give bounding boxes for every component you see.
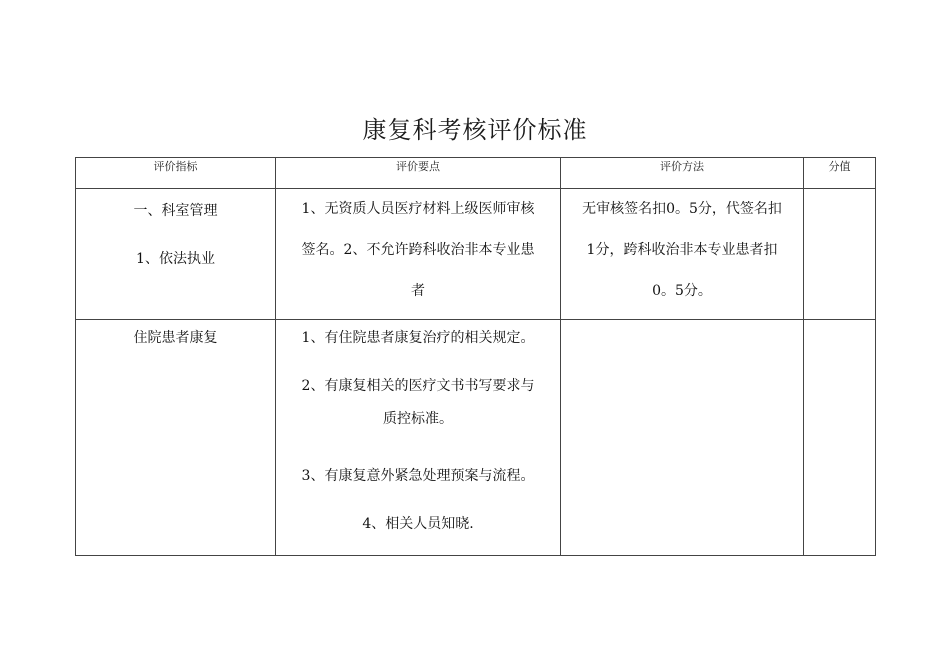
header-method: 评价方法: [561, 158, 804, 189]
indicator-line: 一、科室管理: [133, 203, 218, 219]
point-line: 签名。2、不允许跨科收治非本专业患: [301, 242, 535, 258]
document-title: 康复科考核评价标准: [362, 116, 588, 144]
score-cell: [804, 320, 876, 556]
point-line: [284, 488, 552, 512]
table-row: [76, 320, 876, 556]
table-header-row: [76, 158, 876, 189]
indicator-cell: [76, 320, 276, 556]
method-line: 0。5分。: [652, 283, 712, 299]
header-score: 分值: [804, 158, 876, 189]
point-line: 4、相关人员知晓.: [362, 516, 474, 532]
method-cell: [561, 189, 804, 320]
header-key-points: 评价要点: [276, 158, 561, 189]
header-indicator: 评价指标: [76, 158, 276, 189]
point-line: 1、有住院患者康复治疗的相关规定。: [301, 330, 535, 346]
point-line: 者: [411, 283, 425, 299]
point-line: 1、无资质人员医疗材料上级医师审核: [301, 201, 535, 217]
indicator-cell: [76, 189, 276, 320]
point-line: [284, 440, 552, 464]
method-cell: [561, 320, 804, 556]
point-line: 质控标准。: [383, 411, 453, 427]
method-line: 无审核签名扣0。5分，代签名扣: [582, 201, 782, 217]
indicator-line: 住院患者康复: [133, 330, 218, 346]
table-row: [76, 189, 876, 320]
point-line: 2、有康复相关的医疗文书书写要求与: [301, 378, 535, 394]
method-line: 1分，跨科收治非本专业患者扣: [586, 242, 778, 258]
key-points-cell: [276, 320, 561, 556]
score-cell: [804, 189, 876, 320]
evaluation-table: [75, 157, 876, 556]
key-points-cell: [276, 189, 561, 320]
point-line: [284, 350, 552, 374]
point-line: 3、有康复意外紧急处理预案与流程。: [301, 468, 535, 484]
indicator-line: 1、依法执业: [136, 251, 215, 267]
